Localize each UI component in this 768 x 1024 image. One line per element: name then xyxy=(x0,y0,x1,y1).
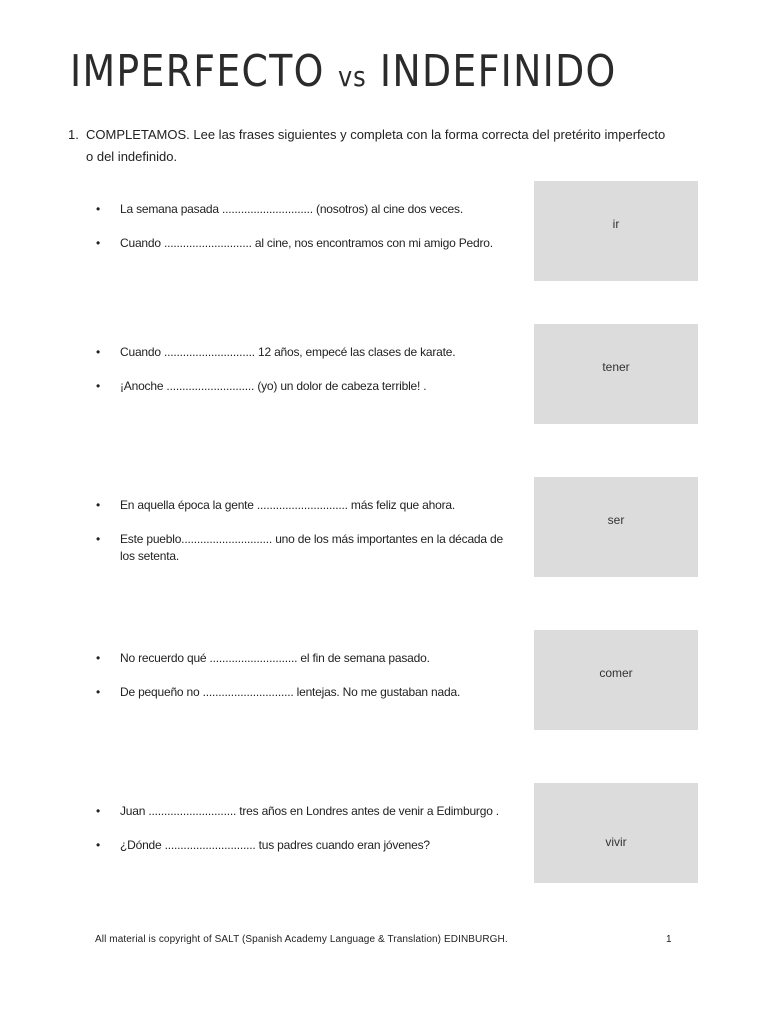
verb-label: ir xyxy=(612,217,620,231)
sentence-item xyxy=(96,650,516,667)
sentence-item xyxy=(96,837,516,854)
sentence-text: De pequeño no ............................. lentejas. No me gustaban nada. xyxy=(120,685,461,699)
bullet-icon: • xyxy=(96,345,101,359)
bullet-icon: • xyxy=(96,532,101,546)
sentence-text: No recuerdo qué ............................ el fin de semana pasado. xyxy=(120,651,430,665)
sentence-text: En aquella época la gente ............................. más feliz que ahora. xyxy=(120,498,455,512)
sentence-list xyxy=(96,650,516,718)
bullet-icon: • xyxy=(96,685,101,699)
sentence-item xyxy=(96,235,516,252)
sentence-list xyxy=(96,497,516,582)
verb-label: comer xyxy=(599,666,633,680)
instruction-line-2: o del indefinido. xyxy=(86,149,178,164)
verb-label: tener xyxy=(602,360,630,374)
title-part-1: IMPERFECTO xyxy=(70,46,325,97)
bullet-icon: • xyxy=(96,379,101,393)
bullet-icon: • xyxy=(96,651,101,665)
sentence-text: ¡Anoche ............................ (yo) un dolor de cabeza terrible! . xyxy=(120,379,427,393)
title-vs: vs xyxy=(338,60,367,93)
bullet-icon: • xyxy=(96,804,101,818)
sentence-item xyxy=(96,201,516,218)
verb-label: vivir xyxy=(605,835,627,849)
sentence-list xyxy=(96,344,516,412)
verb-box xyxy=(534,477,698,577)
sentence-list xyxy=(96,803,516,871)
sentence-item xyxy=(96,344,516,361)
sentence-text: Juan ............................ tres años en Londres antes de venir a Edimburgo . xyxy=(120,804,499,818)
verb-box xyxy=(534,181,698,281)
verb-box xyxy=(534,783,698,883)
bullet-icon: • xyxy=(96,498,101,512)
instruction-line-1: COMPLETAMOS. Lee las frases siguientes y completa con la forma correcta del pretérito imperfecto xyxy=(86,127,666,142)
copyright-footer: All material is copyright of SALT (Spanish Academy Language & Translation) EDINBURGH. xyxy=(95,934,508,945)
sentence-item xyxy=(96,497,516,514)
sentence-text: Cuando ............................. 12 años, empecé las clases de karate. xyxy=(120,345,456,359)
sentence-item xyxy=(96,378,516,395)
bullet-icon: • xyxy=(96,202,101,216)
verb-box xyxy=(534,630,698,730)
page-title xyxy=(70,46,617,97)
sentence-item xyxy=(96,684,516,701)
sentence-text: La semana pasada ............................. (nosotros) al cine dos veces. xyxy=(120,202,463,216)
verb-label: ser xyxy=(607,513,625,527)
bullet-icon: • xyxy=(96,236,101,250)
title-part-2: INDEFINIDO xyxy=(379,46,617,97)
sentence-item xyxy=(96,803,516,820)
sentence-item xyxy=(96,531,516,565)
exercise-instruction xyxy=(68,124,700,168)
page-number: 1 xyxy=(666,934,672,945)
sentence-text: ¿Dónde ............................. tus padres cuando eran jóvenes? xyxy=(120,838,430,852)
sentence-list xyxy=(96,201,516,269)
exercise-number: 1. xyxy=(68,127,79,142)
sentence-text: Este pueblo............................. uno de los más importantes en la década de los setenta. xyxy=(120,532,503,563)
bullet-icon: • xyxy=(96,838,101,852)
sentence-text: Cuando ............................ al cine, nos encontramos con mi amigo Pedro. xyxy=(120,236,493,250)
verb-box xyxy=(534,324,698,424)
